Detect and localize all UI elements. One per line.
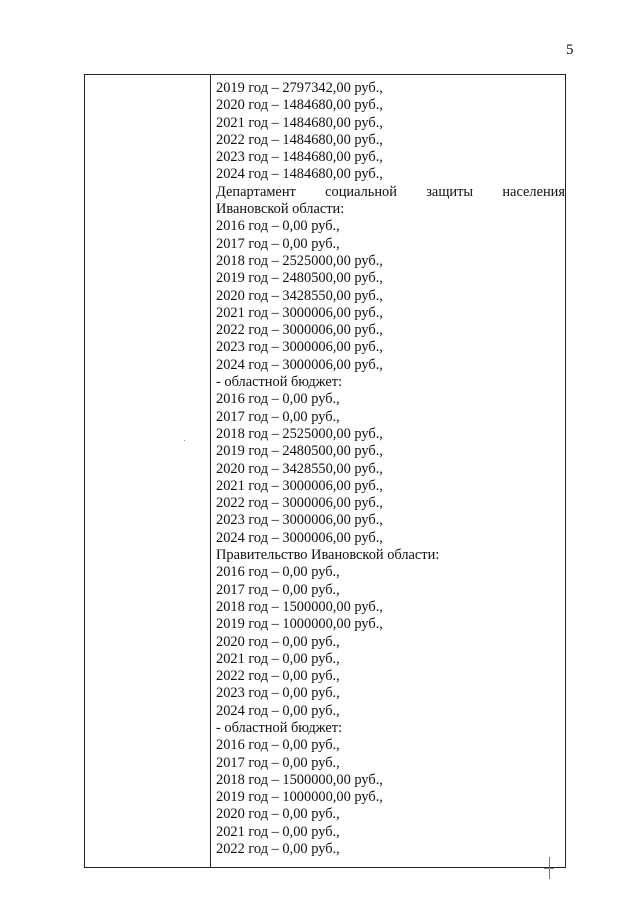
scan-speck [184, 440, 185, 441]
funding-line: 2021 год – 0,00 руб., [216, 650, 340, 667]
funding-line: 2019 год – 1000000,00 руб., [216, 616, 383, 633]
funding-line: 2024 год – 1484680,00 руб., [216, 166, 383, 183]
funding-line: - областной бюджет: [216, 374, 343, 391]
funding-line: 2016 год – 0,00 руб., [216, 564, 340, 581]
funding-line: - областной бюджет: [216, 719, 343, 736]
department-heading [216, 184, 565, 201]
funding-line: 2022 год – 3000006,00 руб., [216, 495, 383, 512]
funding-line: 2023 год – 1484680,00 руб., [216, 149, 383, 166]
funding-line: 2024 год – 3000006,00 руб., [216, 529, 383, 546]
table-left-column [85, 75, 211, 867]
department-heading-word: населения [502, 183, 565, 200]
funding-line: 2018 год – 2525000,00 руб., [216, 425, 383, 442]
funding-line: 2024 год – 3000006,00 руб., [216, 356, 383, 373]
funding-line: 2023 год – 3000006,00 руб., [216, 339, 383, 356]
funding-line: 2016 год – 0,00 руб., [216, 391, 340, 408]
funding-line: 2022 год – 3000006,00 руб., [216, 322, 383, 339]
funding-line: 2021 год – 1484680,00 руб., [216, 114, 383, 131]
funding-line: 2020 год – 3428550,00 руб., [216, 460, 383, 477]
funding-line: 2016 год – 0,00 руб., [216, 737, 340, 754]
funding-line: 2022 год – 0,00 руб., [216, 841, 340, 858]
funding-line: 2020 год – 3428550,00 руб., [216, 287, 383, 304]
funding-line: 2019 год – 2797342,00 руб., [216, 80, 383, 96]
scan-mark [544, 868, 554, 869]
page-number: 5 [566, 42, 574, 58]
funding-line: 2017 год – 0,00 руб., [216, 235, 340, 252]
financing-table [84, 74, 566, 868]
funding-line: 2019 год – 2480500,00 руб., [216, 270, 383, 287]
funding-line: 2018 год – 1500000,00 руб., [216, 598, 383, 615]
funding-line: 2021 год – 0,00 руб., [216, 823, 340, 840]
department-heading-word: социальной [325, 183, 397, 200]
funding-line: 2017 год – 0,00 руб., [216, 408, 340, 425]
funding-line: Ивановской области: [216, 201, 345, 218]
funding-line: Правительство Ивановской области: [216, 547, 440, 564]
funding-line: 2023 год – 3000006,00 руб., [216, 512, 383, 529]
funding-line: 2017 год – 0,00 руб., [216, 581, 340, 598]
funding-line: 2016 год – 0,00 руб., [216, 218, 340, 235]
funding-line: 2018 год – 2525000,00 руб., [216, 252, 383, 269]
funding-line: 2018 год – 1500000,00 руб., [216, 771, 383, 788]
funding-line: 2022 год – 1484680,00 руб., [216, 131, 383, 148]
funding-lines-top [216, 80, 565, 184]
funding-line: 2019 год – 1000000,00 руб., [216, 789, 383, 806]
funding-line: 2017 год – 0,00 руб., [216, 754, 340, 771]
funding-line: 2020 год – 1484680,00 руб., [216, 97, 383, 114]
funding-lines-bottom [216, 201, 565, 858]
funding-line: 2024 год – 0,00 руб., [216, 702, 340, 719]
funding-line: 2019 год – 2480500,00 руб., [216, 443, 383, 460]
funding-line: 2020 год – 0,00 руб., [216, 633, 340, 650]
department-heading-word: Департамент [216, 183, 296, 200]
funding-line: 2020 год – 0,00 руб., [216, 806, 340, 823]
funding-line: 2021 год – 3000006,00 руб., [216, 477, 383, 494]
funding-line: 2023 год – 0,00 руб., [216, 685, 340, 702]
department-heading-word: защиты [426, 183, 474, 200]
table-right-column [211, 75, 567, 867]
funding-line: 2022 год – 0,00 руб., [216, 668, 340, 685]
funding-line: 2021 год – 3000006,00 руб., [216, 304, 383, 321]
